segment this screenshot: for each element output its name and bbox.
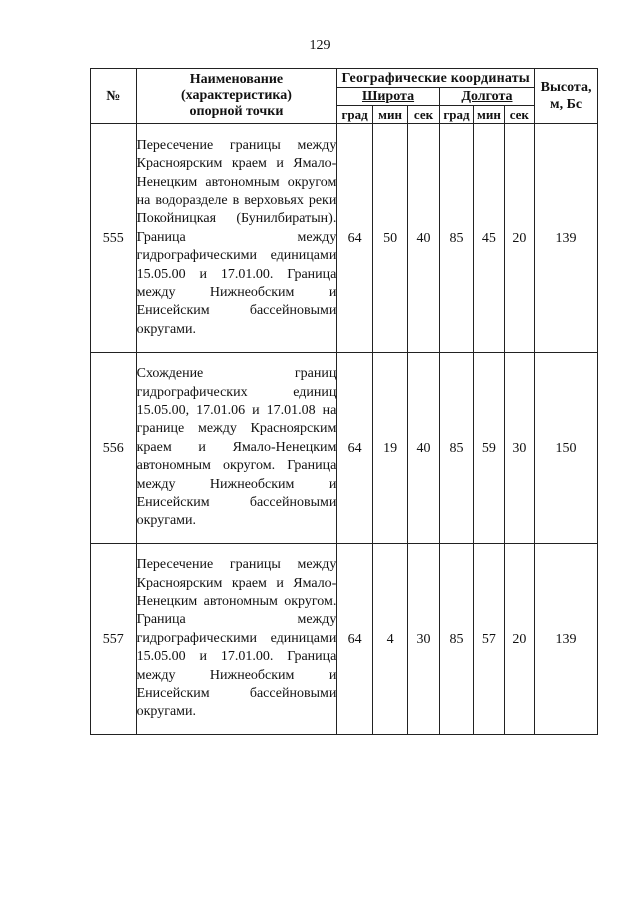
lat-min: 4: [372, 544, 407, 735]
header-number: №: [91, 69, 137, 124]
header-name: [136, 69, 337, 124]
page-number: 129: [309, 38, 331, 53]
header-lat-min: мин: [372, 106, 407, 124]
lon-deg: 85: [439, 544, 473, 735]
header-lat-deg: град: [337, 106, 372, 124]
lon-sec: 30: [504, 353, 534, 544]
header-name-line2: (характеристика): [181, 88, 292, 103]
lon-min: 59: [474, 353, 504, 544]
header-lat-sec: сек: [408, 106, 439, 124]
height-value: 139: [535, 544, 598, 735]
lat-deg: 64: [337, 124, 372, 353]
row-number: 557: [91, 544, 137, 735]
lon-deg: 85: [439, 353, 473, 544]
lat-deg: 64: [337, 544, 372, 735]
row-number: 556: [91, 353, 137, 544]
header-longitude: Долгота: [439, 88, 534, 106]
lat-min: 19: [372, 353, 407, 544]
header-height-line2: м, Бс: [550, 97, 583, 112]
header-name-line1: Наименование: [189, 72, 284, 87]
height-value: 150: [535, 353, 598, 544]
header-height: [535, 69, 598, 124]
header-name-line3: опорной точки: [189, 104, 284, 119]
header-lon-deg: град: [439, 106, 473, 124]
table-row: [91, 353, 598, 544]
lat-sec: 40: [408, 353, 439, 544]
lon-deg: 85: [439, 124, 473, 353]
table-row: [91, 544, 598, 735]
header-lon-min: мин: [474, 106, 504, 124]
lon-sec: 20: [504, 544, 534, 735]
lat-min: 50: [372, 124, 407, 353]
header-latitude: Широта: [337, 88, 439, 106]
row-description: Пересечение границы между Красноярским краем и Ямало-Ненецким автономным округом на водоразделе в верховьях реки Покойницкая (Бунилбиратын). Граница между гидрографическими единицами 15.05.00 и 17.01.00. Граница между Нижнеобским и Енисейским бассейновыми округами.: [136, 124, 337, 353]
header-coordinates: Географические координаты: [337, 69, 535, 88]
lat-sec: 40: [408, 124, 439, 353]
table-row: [91, 124, 598, 353]
lat-deg: 64: [337, 353, 372, 544]
reference-points-table: [90, 68, 598, 735]
header-lon-sec: сек: [504, 106, 534, 124]
lat-sec: 30: [408, 544, 439, 735]
row-number: 555: [91, 124, 137, 353]
row-description: Схождение границ гидрографических единиц 15.05.00, 17.01.06 и 17.01.08 на границе между Красноярским краем и Ямало-Ненецким автономным округом. Граница между Нижнеобским и Енисейским бассейновыми округами.: [136, 353, 337, 544]
height-value: 139: [535, 124, 598, 353]
lon-sec: 20: [504, 124, 534, 353]
lon-min: 45: [474, 124, 504, 353]
lon-min: 57: [474, 544, 504, 735]
header-height-line1: Высота,: [540, 80, 592, 95]
row-description: Пересечение границы между Красноярским краем и Ямало-Ненецким автономным округом. Граница между гидрографическими единицами 15.05.00 и 17.01.00. Граница между Нижнеобским и Енисейским бассейновыми округами.: [136, 544, 337, 735]
